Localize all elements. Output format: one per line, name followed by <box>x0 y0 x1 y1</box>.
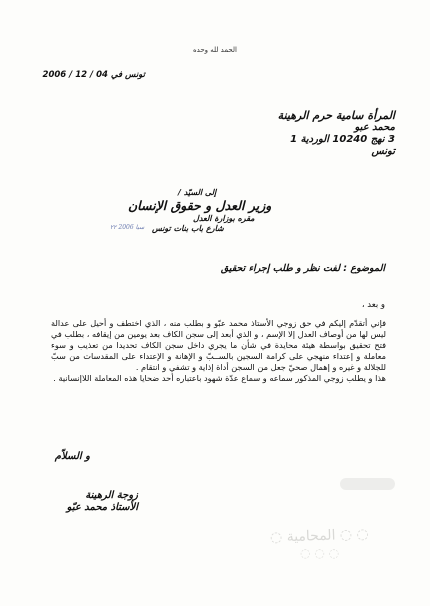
signature-line-1: زوجة الرهينة <box>85 490 138 501</box>
sender-city: تونس <box>371 146 395 157</box>
sender-husband: محمد عبو <box>354 122 395 133</box>
letter-subject: الموضوع : لفت نظر و طلب إجراء تحقيق <box>220 263 385 274</box>
body-paragraph: هذا و يطلب زوجي المذكور سماعه و سماع عدّة شهود باعتباره أحد ضحايا هذه المعاملة اللاإنسانية . <box>53 373 386 384</box>
paper-smudge <box>340 478 395 490</box>
letter-date: تونس في 04 / 12 / 2006 <box>42 70 145 80</box>
letter-opening: و بعد ، <box>361 300 385 310</box>
sender-address: 3 نهج 10240 الوردية 1 <box>290 134 395 145</box>
addressee-hq: مقره بوزارة العدل <box>193 214 255 223</box>
show-through-text: ◌ ◌ ◌ <box>300 546 340 560</box>
sender-name: المرأة سامية حرم الرهينة <box>277 109 395 122</box>
addressee-to-label: إلى السيّد / <box>178 188 217 197</box>
bismillah-header: الحمد لله وحده <box>192 46 238 54</box>
addressee-title: وزير العدل و حقوق الإنسان <box>128 198 272 213</box>
handwritten-stamp-note: سيا 2006 ٢٢ <box>110 224 145 231</box>
letter-body <box>51 318 386 385</box>
body-paragraph: فإني أتقدّم إليكم في حق زوجي الأستاذ محمد عبّو و بطلب منه ، الذي اختطف و أحيل على عدالة ليس لها من أوصاف العدل إلا الإسم ، و الذي أبعد إلى سجن الكاف بعد يومين من إيقافه ، بطلب في فتح تحقيق بواسطة هيئة محايدة في شأن ما يجري داخل سجن الكاف تحديدا من تعذيب و سوء معاملة و إعتداء منهجي على كرامة السجين بالســبّ و الإهانة و الإعتداء على المقدسات من سبّ للجلالة و غيره و إهمال صحيّ جعل من السجن أداة إذاية و تشفي و انتقام . <box>51 318 386 373</box>
addressee-street: شارع باب بنات تونس <box>152 224 224 233</box>
letter-closing: و السلاّم <box>54 451 90 462</box>
signature-block <box>67 490 138 514</box>
show-through-text: ◌ ﺍﻟﻤﺤﺎﻣﻴﺔ ◌ ◌ <box>269 526 370 546</box>
signature-line-2: الأستاذ محمد عبّو <box>66 502 138 513</box>
sender-block <box>278 110 395 158</box>
